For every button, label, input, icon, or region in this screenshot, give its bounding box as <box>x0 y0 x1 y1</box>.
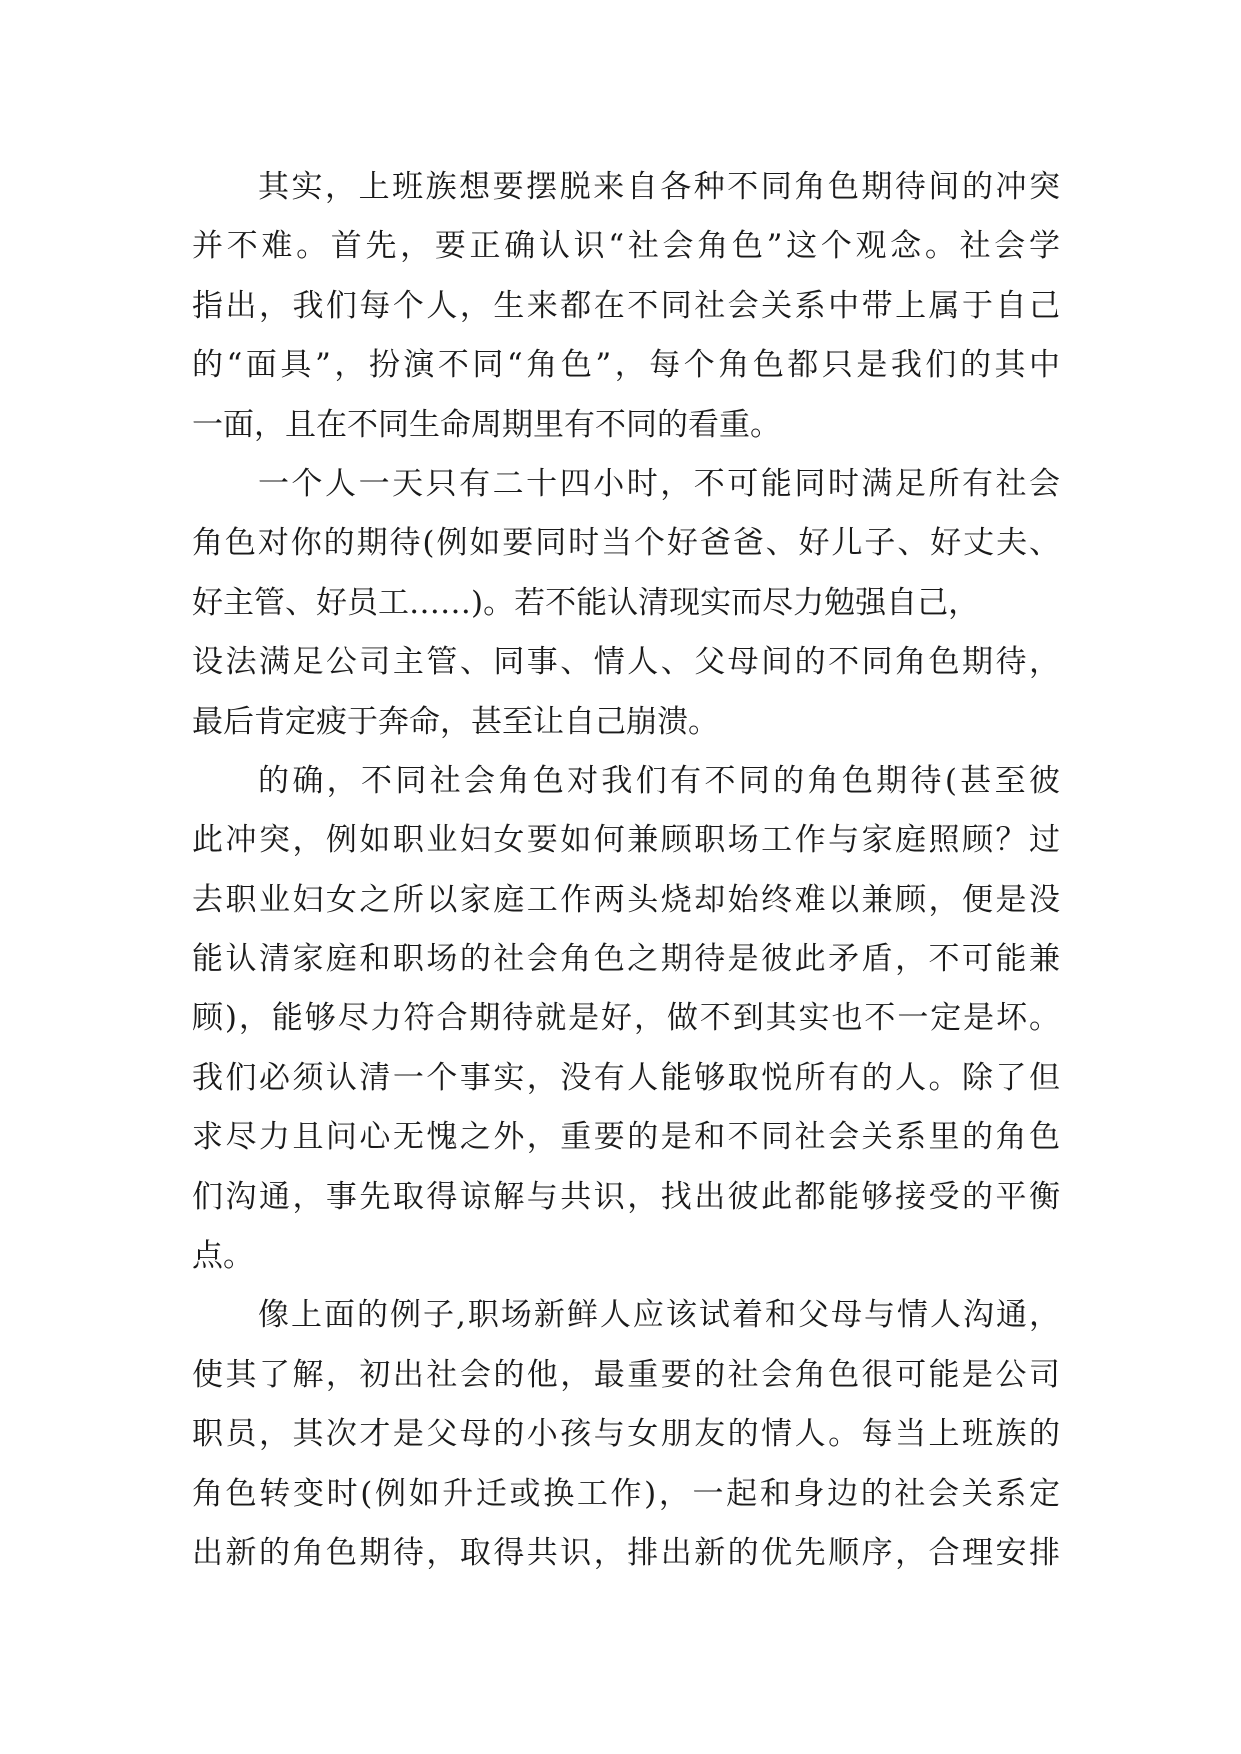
paragraph-line: 去职业妇女之所以家庭工作两头烧却始终难以兼顾，便是没 <box>192 881 1060 918</box>
paragraph-line: 的确，不同社会角色对我们有不同的角色期待(甚至彼 <box>258 762 1060 799</box>
paragraph-line: 们沟通，事先取得谅解与共识，找出彼此都能够接受的平衡 <box>192 1178 1060 1215</box>
paragraph-line: 求尽力且问心无愧之外，重要的是和不同社会关系里的角色 <box>192 1119 1060 1156</box>
paragraph-1 <box>192 158 1060 455</box>
paragraph-line: 一个人一天只有二十四小时，不可能同时满足所有社会 <box>258 465 1060 502</box>
paragraph-line: 像上面的例子,职场新鲜人应该试着和父母与情人沟通， <box>258 1297 1060 1334</box>
paragraph-line: 我们必须认清一个事实，没有人能够取悦所有的人。除了但 <box>192 1059 1060 1096</box>
paragraph-line: 点。 <box>192 1238 254 1275</box>
paragraph-3 <box>192 752 1060 1287</box>
paragraph-line: 一面，且在不同生命周期里有不同的看重。 <box>192 406 781 443</box>
paragraph-line: 的“面具”，扮演不同“角色”，每个角色都只是我们的其中 <box>192 347 1060 384</box>
paragraph-line: 角色转变时(例如升迁或换工作)，一起和身边的社会关系定 <box>192 1475 1060 1512</box>
paragraph-line: 职员，其次才是父母的小孩与女朋友的情人。每当上班族的 <box>192 1416 1060 1453</box>
paragraph-4 <box>192 1286 1060 1583</box>
paragraph-line: 其实，上班族想要摆脱来自各种不同角色期待间的冲突 <box>258 169 1060 205</box>
paragraph-line: 并不难。首先，要正确认识“社会角色”这个观念。社会学 <box>192 228 1060 265</box>
paragraph-2 <box>192 455 1060 752</box>
paragraph-line: 设法满足公司主管、同事、情人、父母间的不同角色期待， <box>192 644 1060 681</box>
paragraph-line: 出新的角色期待，取得共识，排出新的优先顺序，合理安排 <box>192 1534 1060 1571</box>
paragraph-line: 顾)，能够尽力符合期待就是好，做不到其实也不一定是坏。 <box>192 1000 1060 1037</box>
paragraph-line: 指出，我们每个人，生来都在不同社会关系中带上属于自己 <box>192 287 1060 324</box>
paragraph-line: 此冲突，例如职业妇女要如何兼顾职场工作与家庭照顾？过 <box>192 822 1060 859</box>
paragraph-line: 好主管、好员工……)。若不能认清现实而尽力勉强自己， <box>192 584 980 621</box>
paragraph-line: 角色对你的期待(例如要同时当个好爸爸、好儿子、好丈夫、 <box>192 525 1060 562</box>
document-body <box>192 158 1060 1583</box>
paragraph-line: 最后肯定疲于奔命，甚至让自己崩溃。 <box>192 703 719 740</box>
paragraph-line: 使其了解，初出社会的他，最重要的社会角色很可能是公司 <box>192 1356 1060 1393</box>
paragraph-line: 能认清家庭和职场的社会角色之期待是彼此矛盾，不可能兼 <box>192 941 1060 978</box>
